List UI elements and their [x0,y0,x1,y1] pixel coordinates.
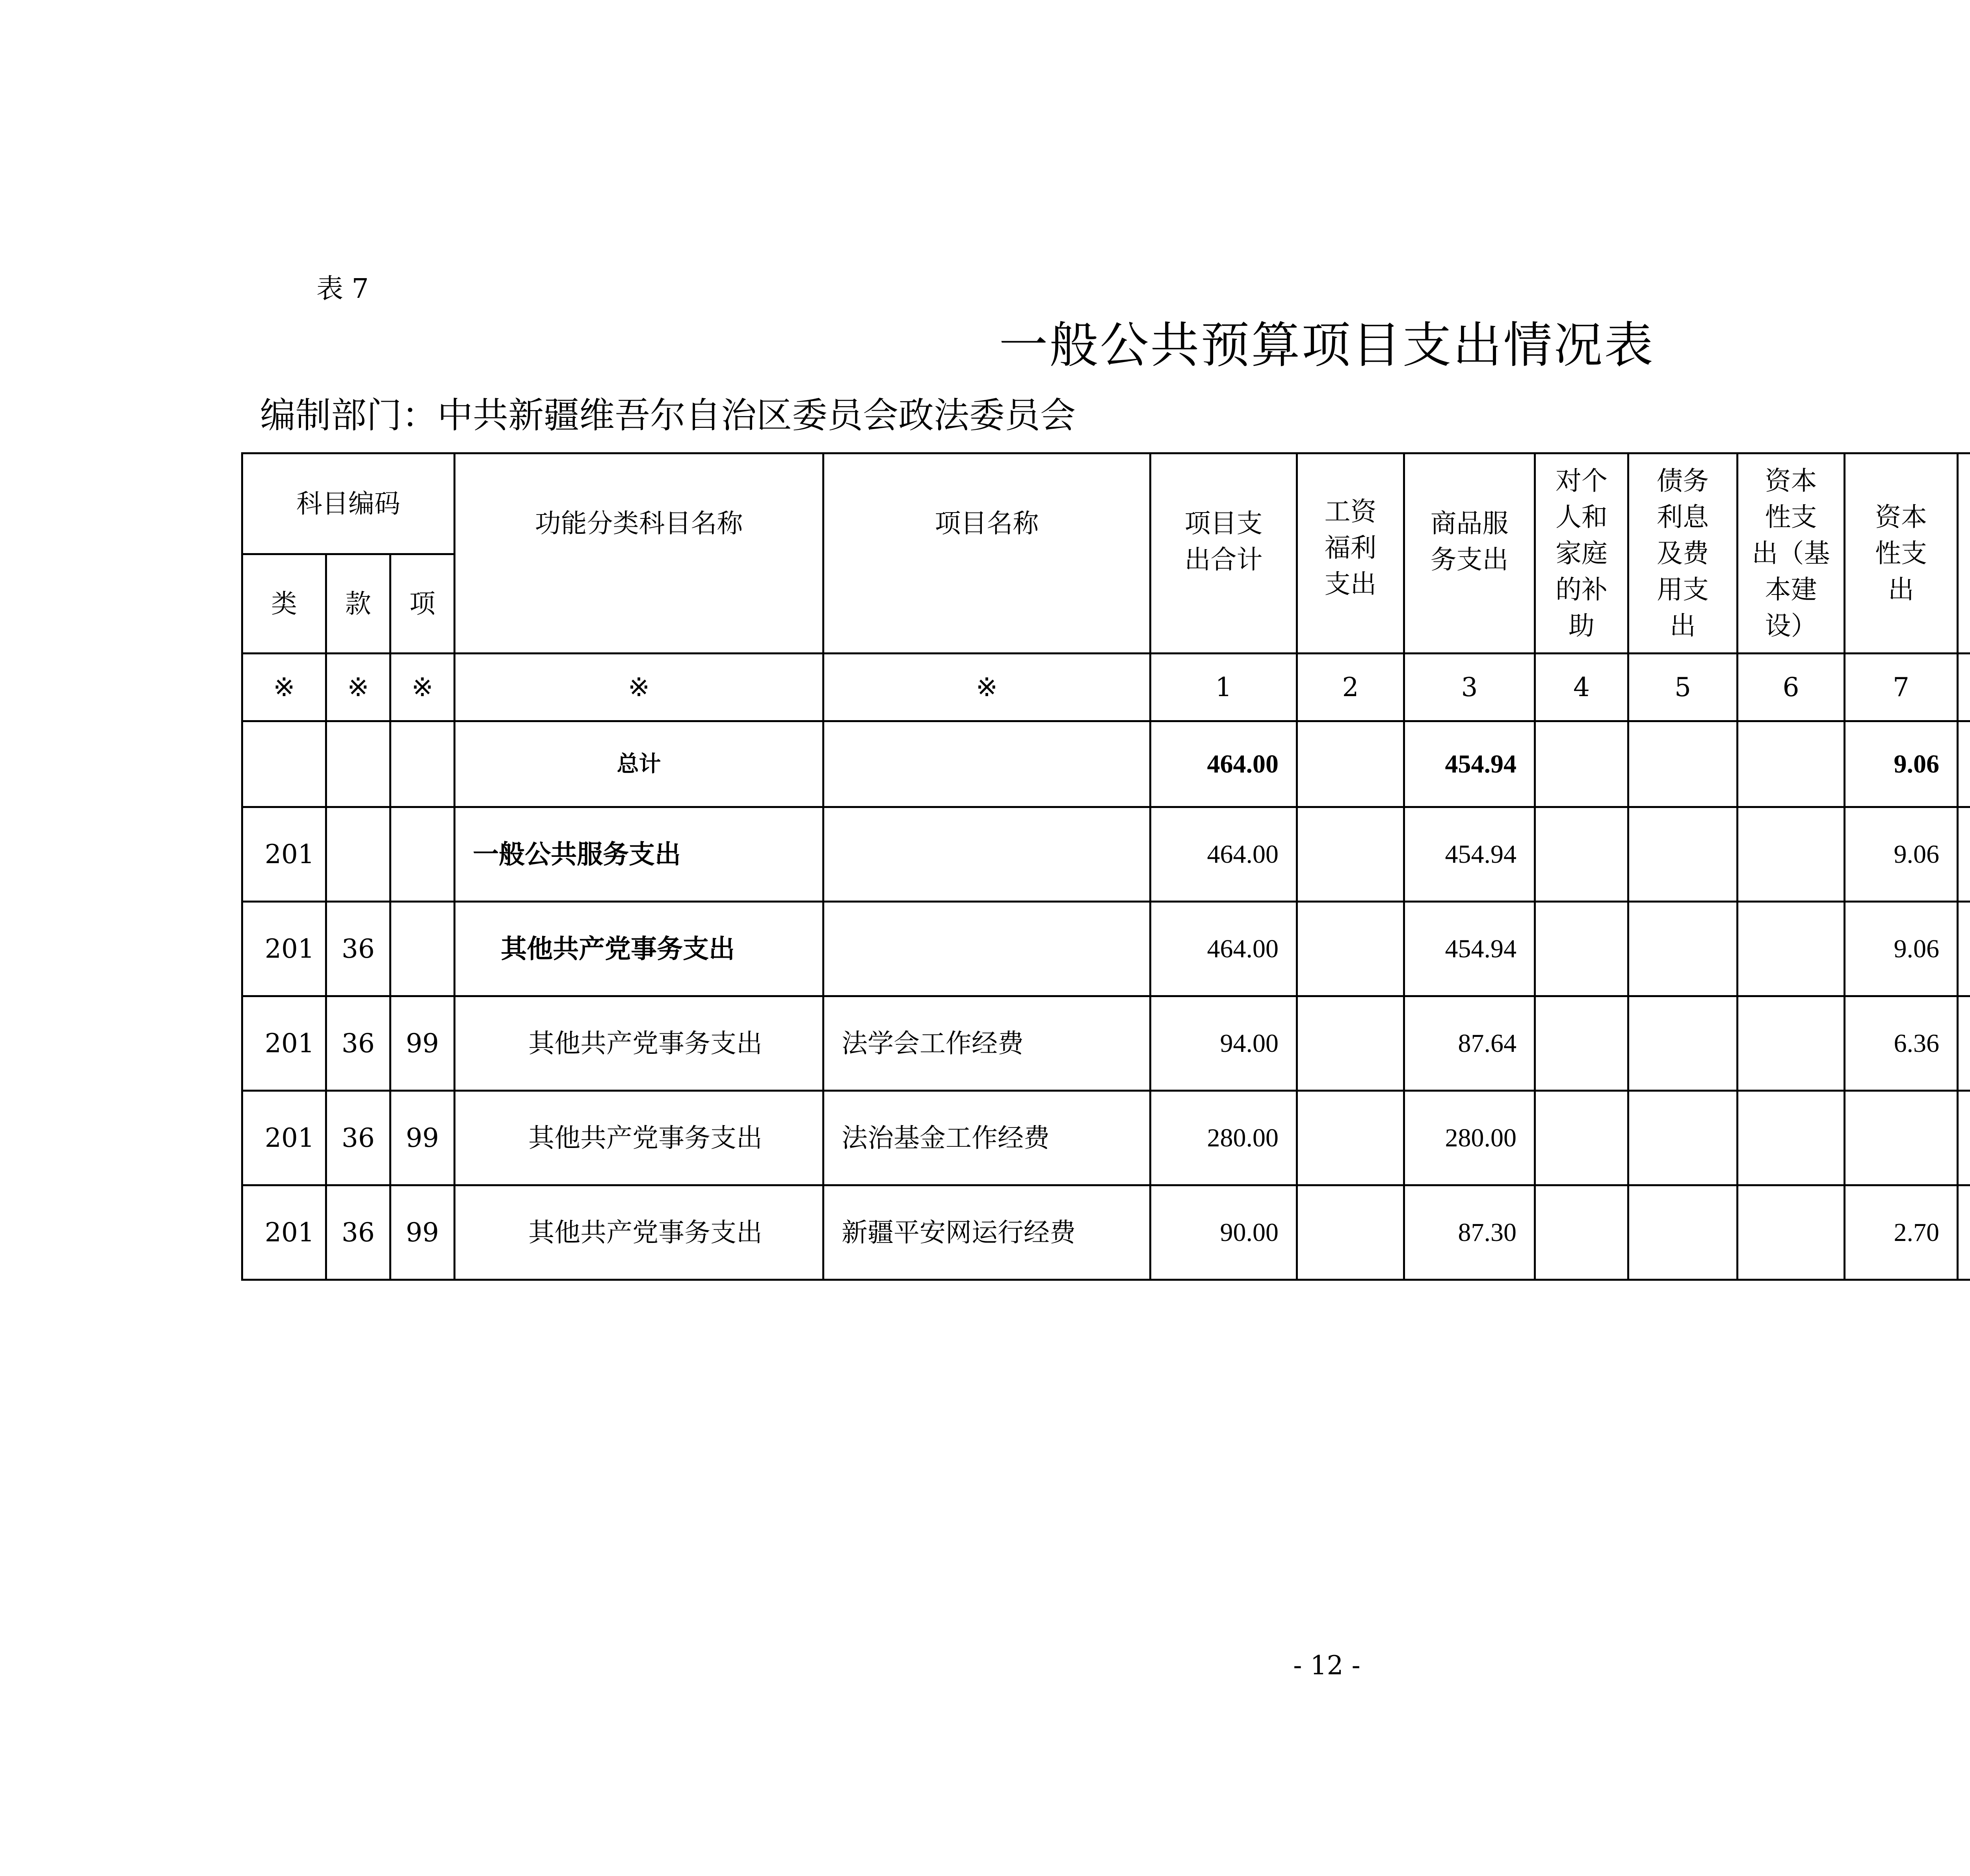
cell-c8 [1958,1091,1970,1185]
header-col-line: 商品服 [1430,508,1509,539]
cell-c6 [1738,902,1845,996]
header-lei: 类 [242,554,326,654]
table-number-label: 表 7 [316,273,369,305]
table-row [242,1185,1970,1280]
header-col-2 [1297,453,1404,654]
header-col-line [1963,608,1970,644]
cell-proj [823,721,1150,807]
cell-func: 其他共产党事务支出 [455,996,823,1091]
cell-func: 其他共产党事务支出 [455,902,823,996]
header-xiang: 项 [390,554,455,654]
cell-func: 其他共产党事务支出 [455,1091,823,1185]
header-col-line: 出（基 [1752,538,1830,568]
header-col-line: 性支 [1875,538,1927,568]
cell-func: 一般公共服务支出 [455,807,823,902]
cell-c7: 9.06 [1845,807,1958,902]
header-col-line: 家庭 [1556,538,1608,568]
marker-cell: ※ [326,654,390,721]
header-col-line: 项目支 [1184,508,1263,539]
header-col-8 [1958,453,1970,654]
cell-total: 90.00 [1150,1185,1297,1280]
header-col-6 [1738,453,1845,654]
cell-c5 [1628,721,1738,807]
cell-c2 [1297,1091,1404,1185]
header-col-line: 工资 [1324,496,1377,527]
marker-cell: ※ [823,654,1150,721]
cell-c5 [1628,996,1738,1091]
department-label: 编制部门：中共新疆维吾尔自治区委员会政法委员会 [260,395,1076,436]
cell-c4 [1535,1091,1628,1185]
cell-c3: 87.30 [1404,1185,1535,1280]
header-col-line: 及费 [1657,538,1709,568]
header-col-3 [1404,453,1535,654]
cell-c5 [1628,1185,1738,1280]
cell-c3: 454.94 [1404,902,1535,996]
marker-cell: 5 [1628,654,1738,721]
cell-xiang: 99 [390,1185,455,1280]
cell-proj: 新疆平安网运行经费 [823,1185,1150,1280]
header-col-line: 利息 [1657,502,1709,532]
table-row [242,902,1970,996]
cell-kuan: 36 [326,1091,390,1185]
table-row [242,996,1970,1091]
header-col-line: 福利 [1324,533,1377,563]
cell-kuan: 36 [326,902,390,996]
cell-c3: 280.00 [1404,1091,1535,1185]
header-col-5 [1628,453,1738,654]
cell-func: 总计 [455,721,823,807]
header-col-line: 人和 [1556,502,1608,532]
header-col-line: 资本 [1765,465,1817,496]
header-col-line [1963,572,1970,608]
table-row [242,721,1970,807]
cell-c6 [1738,996,1845,1091]
cell-xiang [390,807,455,902]
cell-func: 其他共产党事务支出 [455,1185,823,1280]
cell-c4 [1535,1185,1628,1280]
cell-kuan [326,807,390,902]
cell-c4 [1535,902,1628,996]
header-col-7 [1845,453,1958,654]
cell-proj: 法治基金工作经费 [823,1091,1150,1185]
cell-lei: 201 [242,1185,326,1280]
page-title: 一般公共预算项目支出情况表 [999,317,1655,374]
header-col-line: 性支 [1765,502,1817,532]
cell-c8 [1958,1185,1970,1280]
cell-kuan: 36 [326,1185,390,1280]
cell-c2 [1297,807,1404,902]
cell-c2 [1297,721,1404,807]
cell-c5 [1628,902,1738,996]
cell-kuan: 36 [326,996,390,1091]
cell-c3: 454.94 [1404,807,1535,902]
header-func-name: 功能分类科目名称 [455,453,823,654]
header-col-line: 出 [1670,610,1696,641]
header-col-line: 用支 [1657,574,1709,605]
cell-xiang: 99 [390,996,455,1091]
cell-xiang: 99 [390,1091,455,1185]
marker-cell [1958,654,1970,721]
header-col-line: 资本 [1875,502,1927,532]
cell-c8 [1958,721,1970,807]
header-col-line: 本建 [1765,574,1817,605]
cell-c6 [1738,1185,1845,1280]
cell-c6 [1738,1091,1845,1185]
cell-c2 [1297,902,1404,996]
marker-cell: ※ [455,654,823,721]
cell-total: 464.00 [1150,807,1297,902]
cell-c2 [1297,996,1404,1091]
marker-cell: ※ [390,654,455,721]
marker-row [242,654,1970,721]
header-col-1 [1150,453,1297,654]
header-row-1 [242,453,1970,554]
header-col-line [1963,499,1970,535]
header-col-4 [1535,453,1628,654]
cell-c6 [1738,721,1845,807]
cell-c4 [1535,996,1628,1091]
page-number: - 12 - [1293,1650,1360,1681]
cell-c8 [1958,807,1970,902]
cell-total: 464.00 [1150,902,1297,996]
cell-proj [823,807,1150,902]
header-col-line: 设） [1765,610,1817,641]
cell-proj: 法学会工作经费 [823,996,1150,1091]
cell-proj [823,902,1150,996]
marker-cell: ※ [242,654,326,721]
cell-c3: 454.94 [1404,721,1535,807]
header-kuan: 款 [326,554,390,654]
cell-total: 464.00 [1150,721,1297,807]
marker-cell: 2 [1297,654,1404,721]
header-col-line: 支出 [1324,569,1377,599]
cell-c7: 2.70 [1845,1185,1958,1280]
header-col-line: 的补 [1556,574,1608,605]
header-col-line: 对个 [1556,465,1608,496]
cell-total: 94.00 [1150,996,1297,1091]
cell-c8 [1958,902,1970,996]
header-col-line [1963,463,1970,499]
header-col-line: 出合计 [1184,544,1263,575]
marker-cell: 1 [1150,654,1297,721]
cell-c2 [1297,1185,1404,1280]
header-col-line: 助 [1569,610,1595,641]
cell-c5 [1628,1091,1738,1185]
marker-cell: 7 [1845,654,1958,721]
marker-cell: 4 [1535,654,1628,721]
marker-cell: 6 [1738,654,1845,721]
cell-c7: 6.36 [1845,996,1958,1091]
cell-lei: 201 [242,807,326,902]
cell-total: 280.00 [1150,1091,1297,1185]
cell-c4 [1535,807,1628,902]
cell-c5 [1628,807,1738,902]
cell-lei: 201 [242,902,326,996]
header-code-group: 科目编码 [242,453,455,554]
marker-cell: 3 [1404,654,1535,721]
cell-xiang [390,902,455,996]
cell-c7: 9.06 [1845,902,1958,996]
cell-c7 [1845,1091,1958,1185]
cell-c8 [1958,996,1970,1091]
cell-lei [242,721,326,807]
cell-c3: 87.64 [1404,996,1535,1091]
cell-xiang [390,721,455,807]
header-proj-name: 项目名称 [823,453,1150,654]
cell-c7: 9.06 [1845,721,1958,807]
header-col-line: 出 [1888,574,1914,605]
cell-c4 [1535,721,1628,807]
cell-c6 [1738,807,1845,902]
cell-lei: 201 [242,996,326,1091]
budget-table [241,452,1970,1281]
header-col-line: 务支出 [1430,544,1509,575]
header-col-line: 债务 [1657,465,1709,496]
cell-kuan [326,721,390,807]
table-row [242,807,1970,902]
header-col-line [1963,535,1970,572]
cell-lei: 201 [242,1091,326,1185]
table-row [242,1091,1970,1185]
